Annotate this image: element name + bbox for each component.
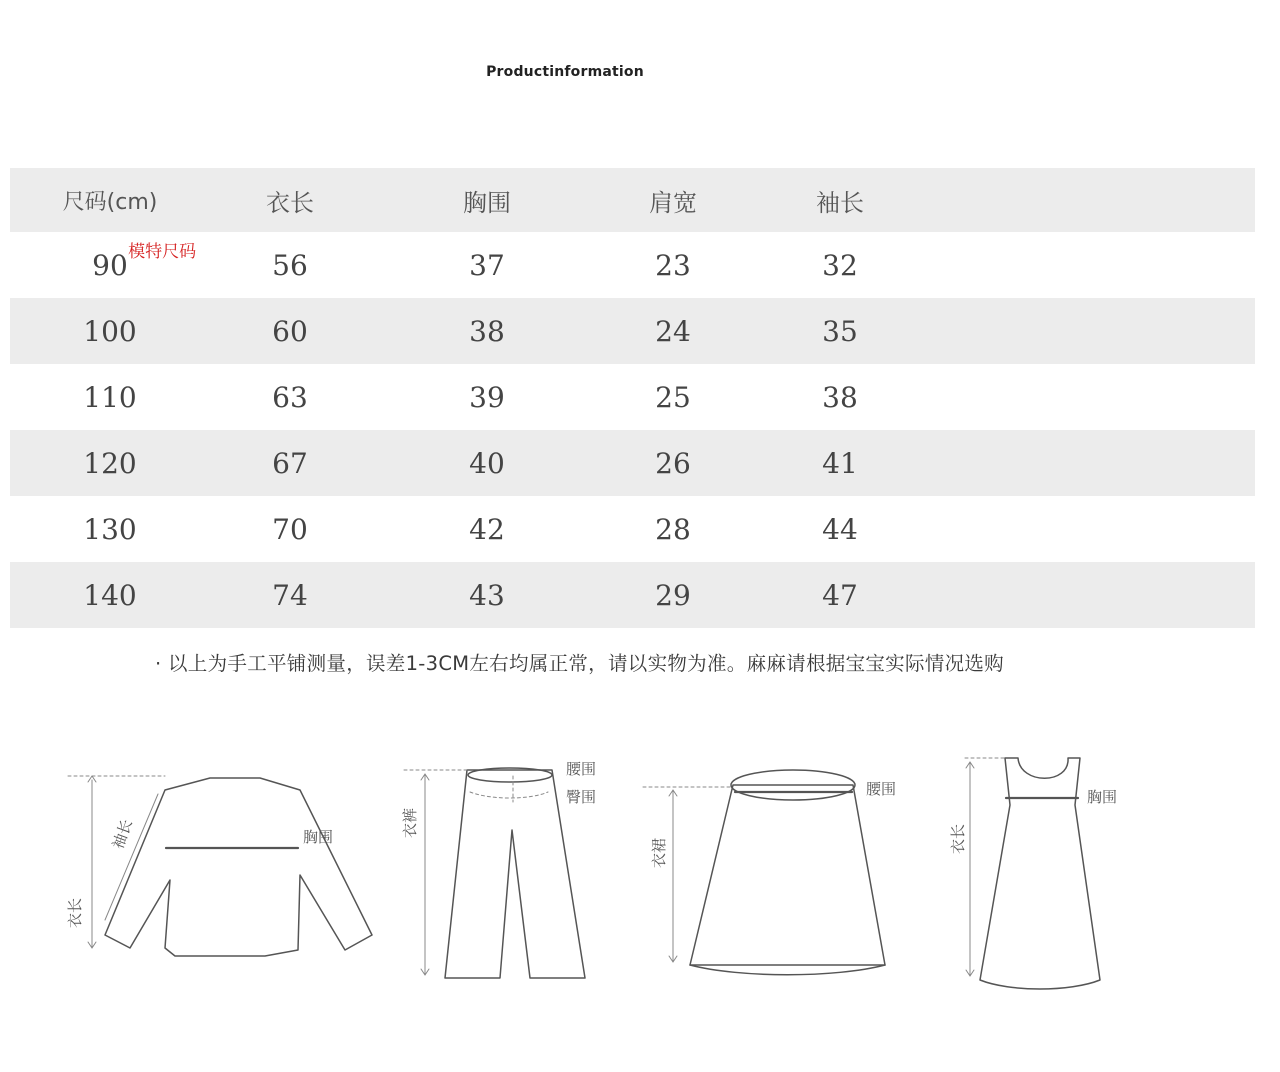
table-row bbox=[10, 364, 1255, 430]
top-garment-outline bbox=[105, 778, 372, 956]
measurement-note: · 以上为手工平铺测量，误差1-3CM左右均属正常，请以实物为准。麻麻请根据宝宝实际情况选购 bbox=[155, 652, 1004, 675]
top-length-label: 衣长 bbox=[66, 897, 84, 928]
header-size: 尺码(cm) bbox=[62, 189, 158, 215]
pants-length-label: 衣裤 bbox=[401, 807, 419, 838]
size-cell: 110 bbox=[83, 380, 137, 414]
pants-waist-label: 腰围 bbox=[566, 760, 597, 778]
sleeve-cell: 35 bbox=[822, 314, 858, 348]
sleeve-cell: 47 bbox=[822, 578, 858, 612]
sleeve-cell: 38 bbox=[822, 380, 858, 414]
shoulder-cell: 25 bbox=[655, 380, 691, 414]
dress-outline bbox=[980, 758, 1100, 989]
shoulder-cell: 28 bbox=[655, 512, 691, 546]
shoulder-cell: 29 bbox=[655, 578, 691, 612]
top-sleeve-label: 袖长 bbox=[108, 817, 137, 852]
size-table bbox=[10, 168, 1255, 628]
header-length: 衣长 bbox=[266, 188, 314, 217]
size-cell: 140 bbox=[83, 578, 137, 612]
table-row bbox=[10, 232, 1255, 298]
table-row bbox=[10, 562, 1255, 628]
length-cell: 56 bbox=[272, 248, 308, 282]
chest-cell: 37 bbox=[469, 248, 505, 282]
page-title: Productinformation bbox=[486, 64, 644, 80]
shoulder-cell: 24 bbox=[655, 314, 691, 348]
sleeve-cell: 32 bbox=[822, 248, 858, 282]
size-number: 90 bbox=[92, 248, 128, 282]
measurement-diagrams-svg bbox=[0, 730, 1280, 1050]
table-header-row bbox=[10, 168, 1255, 232]
length-cell: 63 bbox=[272, 380, 308, 414]
chest-cell: 42 bbox=[469, 512, 505, 546]
length-cell: 74 bbox=[272, 578, 308, 612]
top-chest-label: 胸围 bbox=[303, 828, 334, 846]
chest-cell: 38 bbox=[469, 314, 505, 348]
shoulder-cell: 26 bbox=[655, 446, 691, 480]
length-cell: 67 bbox=[272, 446, 308, 480]
header-shoulder: 肩宽 bbox=[649, 188, 697, 217]
length-cell: 60 bbox=[272, 314, 308, 348]
table-row bbox=[10, 430, 1255, 496]
chest-cell: 39 bbox=[469, 380, 505, 414]
chest-cell: 40 bbox=[469, 446, 505, 480]
size-cell: 130 bbox=[83, 512, 137, 546]
dress-length-label: 衣长 bbox=[949, 823, 967, 854]
pants-hip-label: 臀围 bbox=[566, 788, 597, 806]
size-cell bbox=[35, 232, 197, 298]
sleeve-cell: 41 bbox=[822, 446, 858, 480]
skirt-outline bbox=[690, 770, 885, 975]
shoulder-cell: 23 bbox=[655, 248, 691, 282]
dress-chest-label: 胸围 bbox=[1087, 788, 1118, 806]
chest-cell: 43 bbox=[469, 578, 505, 612]
skirt-waist-label: 腰围 bbox=[866, 780, 897, 798]
header-sleeve: 袖长 bbox=[816, 188, 864, 217]
measurement-diagrams bbox=[0, 730, 1280, 1050]
table-row bbox=[10, 496, 1255, 562]
model-size-note: 模特尺码 bbox=[128, 241, 197, 262]
header-chest: 胸围 bbox=[463, 188, 511, 217]
size-value bbox=[92, 241, 197, 282]
skirt-measure-lines bbox=[643, 787, 733, 962]
size-cell: 100 bbox=[83, 314, 137, 348]
length-cell: 70 bbox=[272, 512, 308, 546]
table-row bbox=[10, 298, 1255, 364]
size-cell: 120 bbox=[83, 446, 137, 480]
top-measure-lines bbox=[68, 776, 298, 948]
sleeve-cell: 44 bbox=[822, 512, 858, 546]
skirt-length-label: 衣裙 bbox=[650, 837, 668, 868]
pants-outline bbox=[445, 768, 585, 978]
